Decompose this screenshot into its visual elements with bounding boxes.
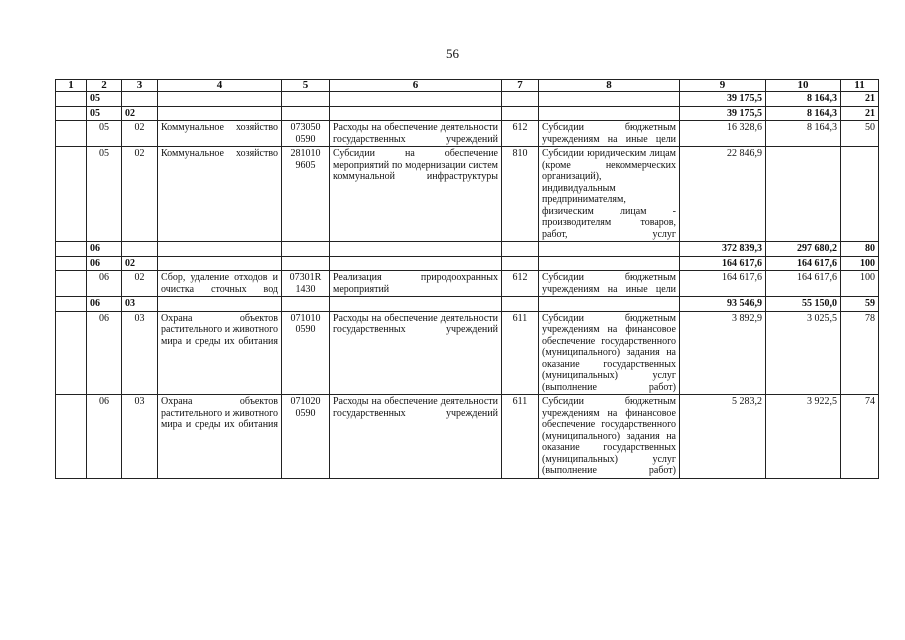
cell-plan: 164 617,6 <box>680 271 766 297</box>
cell-section: 05 <box>87 106 122 121</box>
cell-plan: 93 546,9 <box>680 297 766 312</box>
cell-percent: 78 <box>841 311 879 395</box>
budget-table <box>55 79 879 479</box>
cell-subsection: 02 <box>122 271 158 297</box>
cell-type-name: Субсидии юридическим лицам (кроме некоммерческих организаций), индивидуальным предпринимателям, физическим лицам - производителям товаров, работ, услуг <box>539 147 680 242</box>
cell-percent: 59 <box>841 297 879 312</box>
header-cell: 7 <box>502 80 539 92</box>
cell-purpose: Расходы на обеспечение деятельности государственных учреждений <box>330 395 502 479</box>
cell-section: 06 <box>87 242 122 257</box>
cell-code <box>282 106 330 121</box>
cell-subsection: 02 <box>122 121 158 147</box>
cell-percent: 100 <box>841 271 879 297</box>
cell-type-code: 611 <box>502 395 539 479</box>
cell-actual <box>766 147 841 242</box>
cell-col1 <box>56 271 87 297</box>
cell-code <box>282 92 330 107</box>
cell-plan: 372 839,3 <box>680 242 766 257</box>
cell-type-name: Субсидии бюджетным учреждениям на финансовое обеспечение государственного (муниципального) задания на оказание государственных (муниципальных) услуг (выполнение работ) <box>539 311 680 395</box>
cell-plan: 5 283,2 <box>680 395 766 479</box>
cell-actual: 297 680,2 <box>766 242 841 257</box>
cell-code: 281010 9605 <box>282 147 330 242</box>
cell-code <box>282 297 330 312</box>
cell-type-code: 612 <box>502 121 539 147</box>
cell-name: Охрана объектов растительного и животного мира и среды их обитания <box>158 311 282 395</box>
cell-type-name <box>539 297 680 312</box>
cell-percent: 100 <box>841 256 879 271</box>
cell-code: 071020 0590 <box>282 395 330 479</box>
header-cell: 8 <box>539 80 680 92</box>
cell-purpose <box>330 256 502 271</box>
cell-section: 06 <box>87 395 122 479</box>
cell-subsection: 03 <box>122 297 158 312</box>
cell-plan: 39 175,5 <box>680 92 766 107</box>
cell-code: 071010 0590 <box>282 311 330 395</box>
cell-name: Сбор, удаление отходов и очистка сточных вод <box>158 271 282 297</box>
cell-actual: 8 164,3 <box>766 121 841 147</box>
cell-purpose <box>330 106 502 121</box>
cell-actual: 3 922,5 <box>766 395 841 479</box>
header-cell: 6 <box>330 80 502 92</box>
cell-plan: 3 892,9 <box>680 311 766 395</box>
cell-col1 <box>56 147 87 242</box>
header-row <box>56 80 879 92</box>
cell-percent <box>841 147 879 242</box>
cell-col1 <box>56 395 87 479</box>
cell-actual: 8 164,3 <box>766 92 841 107</box>
header-cell: 5 <box>282 80 330 92</box>
cell-col1 <box>56 106 87 121</box>
cell-percent: 74 <box>841 395 879 479</box>
cell-subsection: 02 <box>122 106 158 121</box>
header-cell: 10 <box>766 80 841 92</box>
cell-purpose <box>330 92 502 107</box>
cell-section: 06 <box>87 297 122 312</box>
cell-actual: 8 164,3 <box>766 106 841 121</box>
table-row <box>56 395 879 479</box>
cell-code <box>282 256 330 271</box>
cell-type-code: 810 <box>502 147 539 242</box>
cell-type-name <box>539 92 680 107</box>
cell-col1 <box>56 242 87 257</box>
cell-subsection <box>122 92 158 107</box>
cell-col1 <box>56 297 87 312</box>
cell-percent: 21 <box>841 92 879 107</box>
cell-type-name <box>539 106 680 121</box>
cell-col1 <box>56 256 87 271</box>
cell-section: 05 <box>87 147 122 242</box>
cell-name <box>158 256 282 271</box>
cell-subsection <box>122 242 158 257</box>
cell-plan: 39 175,5 <box>680 106 766 121</box>
cell-type-code <box>502 256 539 271</box>
cell-code: 073050 0590 <box>282 121 330 147</box>
cell-subsection: 03 <box>122 395 158 479</box>
header-cell: 4 <box>158 80 282 92</box>
cell-name <box>158 242 282 257</box>
cell-purpose <box>330 297 502 312</box>
cell-plan: 16 328,6 <box>680 121 766 147</box>
cell-plan: 164 617,6 <box>680 256 766 271</box>
table-body <box>56 92 879 479</box>
cell-name: Коммунальное хозяйство <box>158 121 282 147</box>
cell-section: 06 <box>87 271 122 297</box>
cell-name <box>158 92 282 107</box>
cell-actual: 55 150,0 <box>766 297 841 312</box>
cell-col1 <box>56 121 87 147</box>
subtotal-row <box>56 92 879 107</box>
cell-type-code: 612 <box>502 271 539 297</box>
header-cell: 11 <box>841 80 879 92</box>
cell-code: 07301R 1430 <box>282 271 330 297</box>
cell-percent: 50 <box>841 121 879 147</box>
cell-name: Охрана объектов растительного и животного мира и среды их обитания <box>158 395 282 479</box>
table-row <box>56 121 879 147</box>
cell-code <box>282 242 330 257</box>
cell-plan: 22 846,9 <box>680 147 766 242</box>
header-cell: 9 <box>680 80 766 92</box>
cell-subsection: 02 <box>122 256 158 271</box>
cell-section: 06 <box>87 311 122 395</box>
cell-percent: 21 <box>841 106 879 121</box>
table-row <box>56 147 879 242</box>
cell-section: 05 <box>87 121 122 147</box>
cell-purpose: Реализация природоохранных мероприятий <box>330 271 502 297</box>
cell-percent: 80 <box>841 242 879 257</box>
cell-purpose: Расходы на обеспечение деятельности государственных учреждений <box>330 311 502 395</box>
cell-actual: 164 617,6 <box>766 271 841 297</box>
table-row <box>56 271 879 297</box>
cell-col1 <box>56 92 87 107</box>
cell-type-name: Субсидии бюджетным учреждениям на иные цели <box>539 271 680 297</box>
cell-name: Коммунальное хозяйство <box>158 147 282 242</box>
cell-type-name: Субсидии бюджетным учреждениям на финансовое обеспечение государственного (муниципального) задания на оказание государственных (муниципальных) услуг (выполнение работ) <box>539 395 680 479</box>
table-row <box>56 311 879 395</box>
header-cell: 3 <box>122 80 158 92</box>
cell-section: 05 <box>87 92 122 107</box>
cell-purpose: Расходы на обеспечение деятельности государственных учреждений <box>330 121 502 147</box>
cell-subsection: 03 <box>122 311 158 395</box>
cell-type-code <box>502 106 539 121</box>
cell-type-name: Субсидии бюджетным учреждениям на иные цели <box>539 121 680 147</box>
cell-type-name <box>539 242 680 257</box>
cell-section: 06 <box>87 256 122 271</box>
cell-name <box>158 297 282 312</box>
cell-type-name <box>539 256 680 271</box>
cell-name <box>158 106 282 121</box>
cell-type-code <box>502 92 539 107</box>
cell-actual: 164 617,6 <box>766 256 841 271</box>
cell-type-code <box>502 242 539 257</box>
cell-actual: 3 025,5 <box>766 311 841 395</box>
cell-purpose <box>330 242 502 257</box>
page-number: 56 <box>446 46 459 61</box>
subtotal-row <box>56 297 879 312</box>
subtotal-row <box>56 256 879 271</box>
header-cell: 2 <box>87 80 122 92</box>
cell-col1 <box>56 311 87 395</box>
header-cell: 1 <box>56 80 87 92</box>
subtotal-row <box>56 106 879 121</box>
cell-type-code <box>502 297 539 312</box>
cell-purpose: Субсидии на обеспечение мероприятий по модернизации систем коммунальной инфраструктуры <box>330 147 502 242</box>
cell-subsection: 02 <box>122 147 158 242</box>
subtotal-row <box>56 242 879 257</box>
cell-type-code: 611 <box>502 311 539 395</box>
